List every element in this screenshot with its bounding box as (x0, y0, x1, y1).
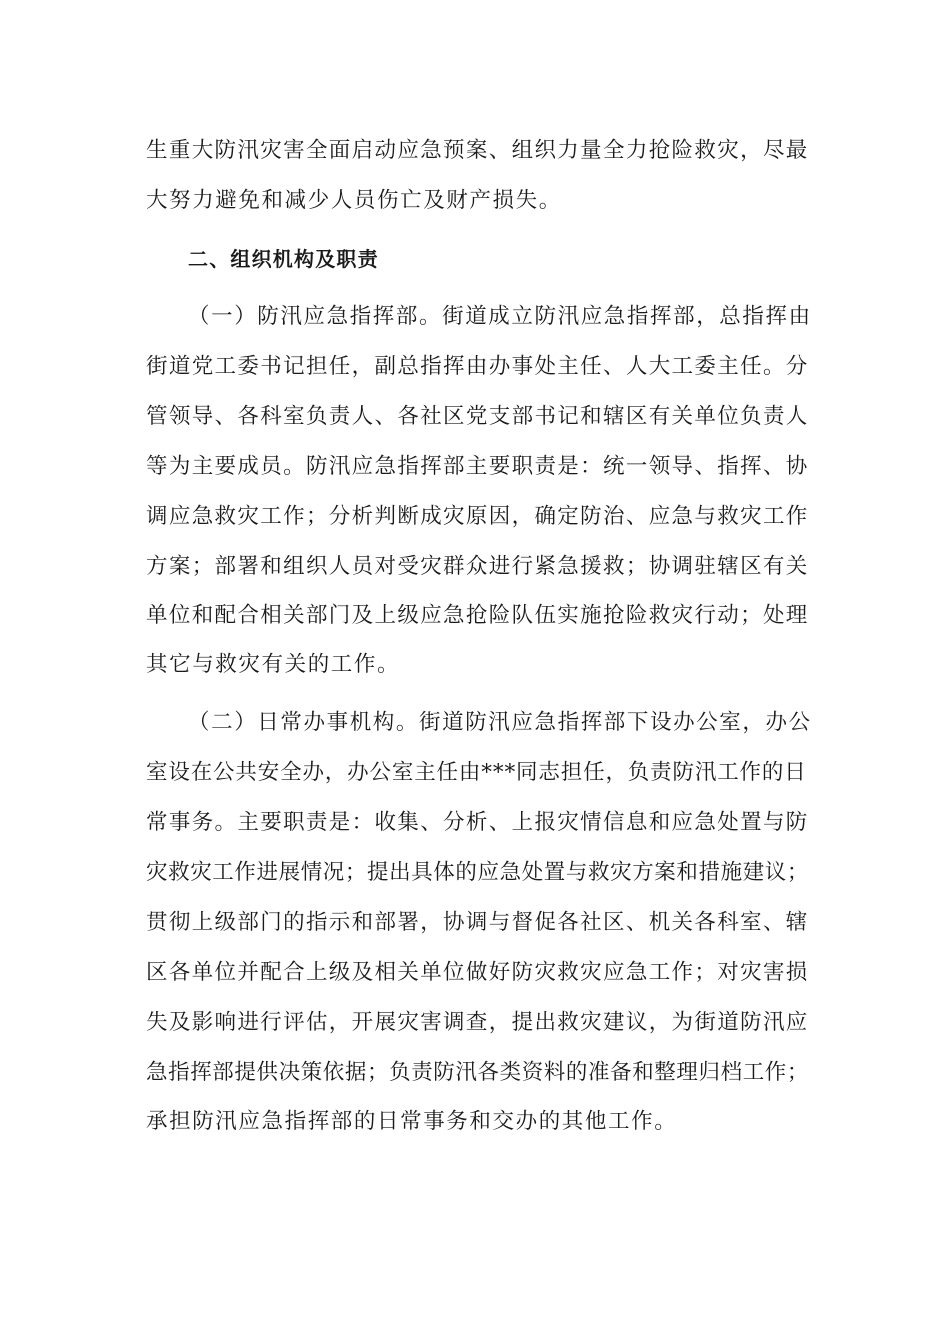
para1-line-4: 等为主要成员。防汛应急指挥部主要职责是：统一领导、指挥、协 (146, 454, 809, 479)
para2-line-6: 区各单位并配合上级及相关单位做好防灾救灾应急工作；对灾害损 (146, 960, 809, 985)
intro-line-1: 生重大防汛灾害全面启动应急预案、组织力量全力抢险救灾，尽最 (146, 138, 809, 163)
para1-line-1: （一）防汛应急指挥部。街道成立防汛应急指挥部，总指挥由 (188, 304, 812, 329)
para2-line-7: 失及影响进行评估，开展灾害调查，提出救灾建议，为街道防汛应 (146, 1010, 809, 1035)
intro-line-2: 大努力避免和减少人员伤亡及财产损失。 (146, 188, 562, 213)
para1-line-6: 方案；部署和组织人员对受灾群众进行紧急援救；协调驻辖区有关 (146, 554, 809, 579)
para1-line-5: 调应急救灾工作；分析判断成灾原因，确定防治、应急与救灾工作 (146, 504, 809, 529)
para2-line-3: 常事务。主要职责是：收集、分析、上报灾情信息和应急处置与防 (146, 810, 809, 835)
para1-line-7: 单位和配合相关部门及上级应急抢险队伍实施抢险救灾行动；处理 (146, 603, 809, 628)
para1-line-3: 管领导、各科室负责人、各社区党支部书记和辖区有关单位负责人 (146, 404, 809, 429)
section-heading: 二、组织机构及职责 (188, 247, 379, 271)
para1-line-2: 街道党工委书记担任，副总指挥由办事处主任、人大工委主任。分 (146, 354, 809, 379)
para1-line-8: 其它与救灾有关的工作。 (146, 652, 401, 677)
para2-line-4: 灾救灾工作进展情况；提出具体的应急处置与救灾方案和措施建议； (146, 860, 810, 885)
para2-line-5: 贯彻上级部门的指示和部署，协调与督促各社区、机关各科室、辖 (146, 910, 809, 935)
para2-line-2: 室设在公共安全办，办公室主任由***同志担任，负责防汛工作的日 (146, 760, 807, 785)
para2-line-1: （二）日常办事机构。街道防汛应急指挥部下设办公室，办公 (188, 710, 812, 735)
para2-line-8: 急指挥部提供决策依据；负责防汛各类资料的准备和整理归档工作； (146, 1060, 810, 1085)
para2-line-9: 承担防汛应急指挥部的日常事务和交办的其他工作。 (146, 1109, 678, 1134)
